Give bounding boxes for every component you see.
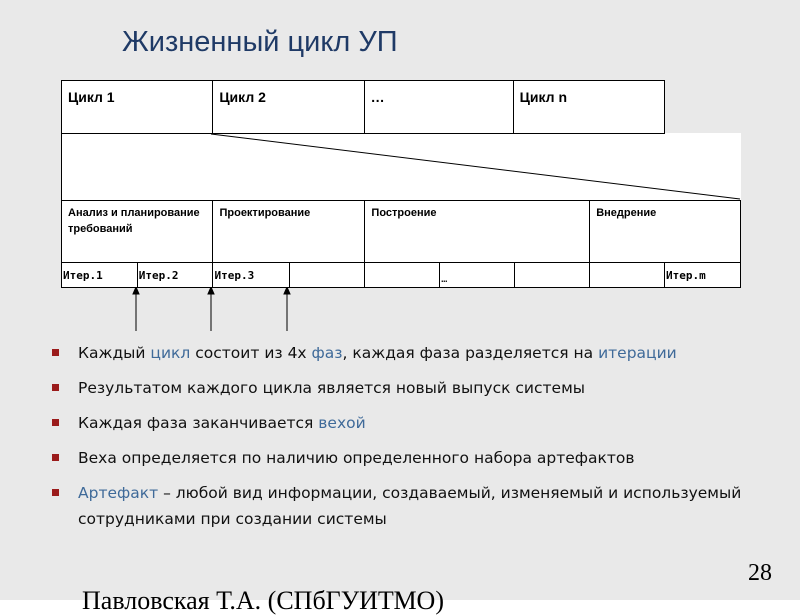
cycle-cell: Цикл 1 [62, 81, 213, 134]
bullet-item [52, 340, 792, 366]
iteration-cell: Итер.3 [213, 263, 289, 288]
phase-cell: Проектирование [213, 201, 365, 263]
bullet-item [52, 445, 792, 471]
page-number: 28 [748, 560, 772, 586]
slide-title: Жизненный цикл УП [122, 26, 398, 58]
cycle-cell: … [364, 81, 513, 134]
bullet-item [52, 375, 792, 401]
arrow-iter-2 [208, 287, 214, 331]
bullet-icon [52, 419, 59, 426]
arrow-iter-1 [133, 287, 139, 331]
phase-cell: Внедрение [590, 201, 741, 263]
term-phase: фаз [311, 344, 343, 362]
text: – любой вид информации, создаваемый, изменяемый и используемый сотрудниками при создании системы [78, 484, 742, 528]
text: Каждая фаза заканчивается [78, 414, 319, 432]
bullet-icon [52, 489, 59, 496]
bullet-list [52, 340, 792, 541]
bullet-icon [52, 454, 59, 461]
bullet-icon [52, 349, 59, 356]
arrow-iter-3 [284, 287, 290, 331]
bullet-item [52, 410, 792, 436]
iteration-cell: Итер.1 [62, 263, 138, 288]
term-artifact: Артефакт [78, 484, 159, 502]
iteration-cell: … [440, 263, 515, 288]
iteration-cell [515, 263, 590, 288]
text: состоит из 4х [190, 344, 312, 362]
phase-cell: Анализ и планирование требований [62, 201, 213, 263]
iteration-cell: Итер.2 [137, 263, 213, 288]
bullet-item [52, 480, 792, 532]
text: Каждый [78, 344, 151, 362]
text: , каждая фаза разделяется на [342, 344, 599, 362]
text: Веха определяется по наличию определенного набора артефактов [78, 449, 635, 467]
iteration-cell [590, 263, 665, 288]
footer-author: Павловская Т.А. (СПбГУИТМО) [82, 586, 444, 615]
cycle-cell: Цикл n [513, 81, 664, 134]
term-cycle: цикл [150, 344, 191, 362]
text: Результатом каждого цикла является новый выпуск системы [78, 379, 586, 397]
term-milestone: вехой [318, 414, 366, 432]
bullet-icon [52, 384, 59, 391]
iteration-cell: Итер.m [664, 263, 740, 288]
phase-cell: Построение [365, 201, 590, 263]
phases-table [61, 200, 741, 288]
iteration-cell [365, 263, 440, 288]
term-iteration: итерации [598, 344, 677, 362]
cycle-cell: Цикл 2 [213, 81, 364, 134]
cycles-table [61, 80, 665, 134]
iteration-cell [289, 263, 365, 288]
